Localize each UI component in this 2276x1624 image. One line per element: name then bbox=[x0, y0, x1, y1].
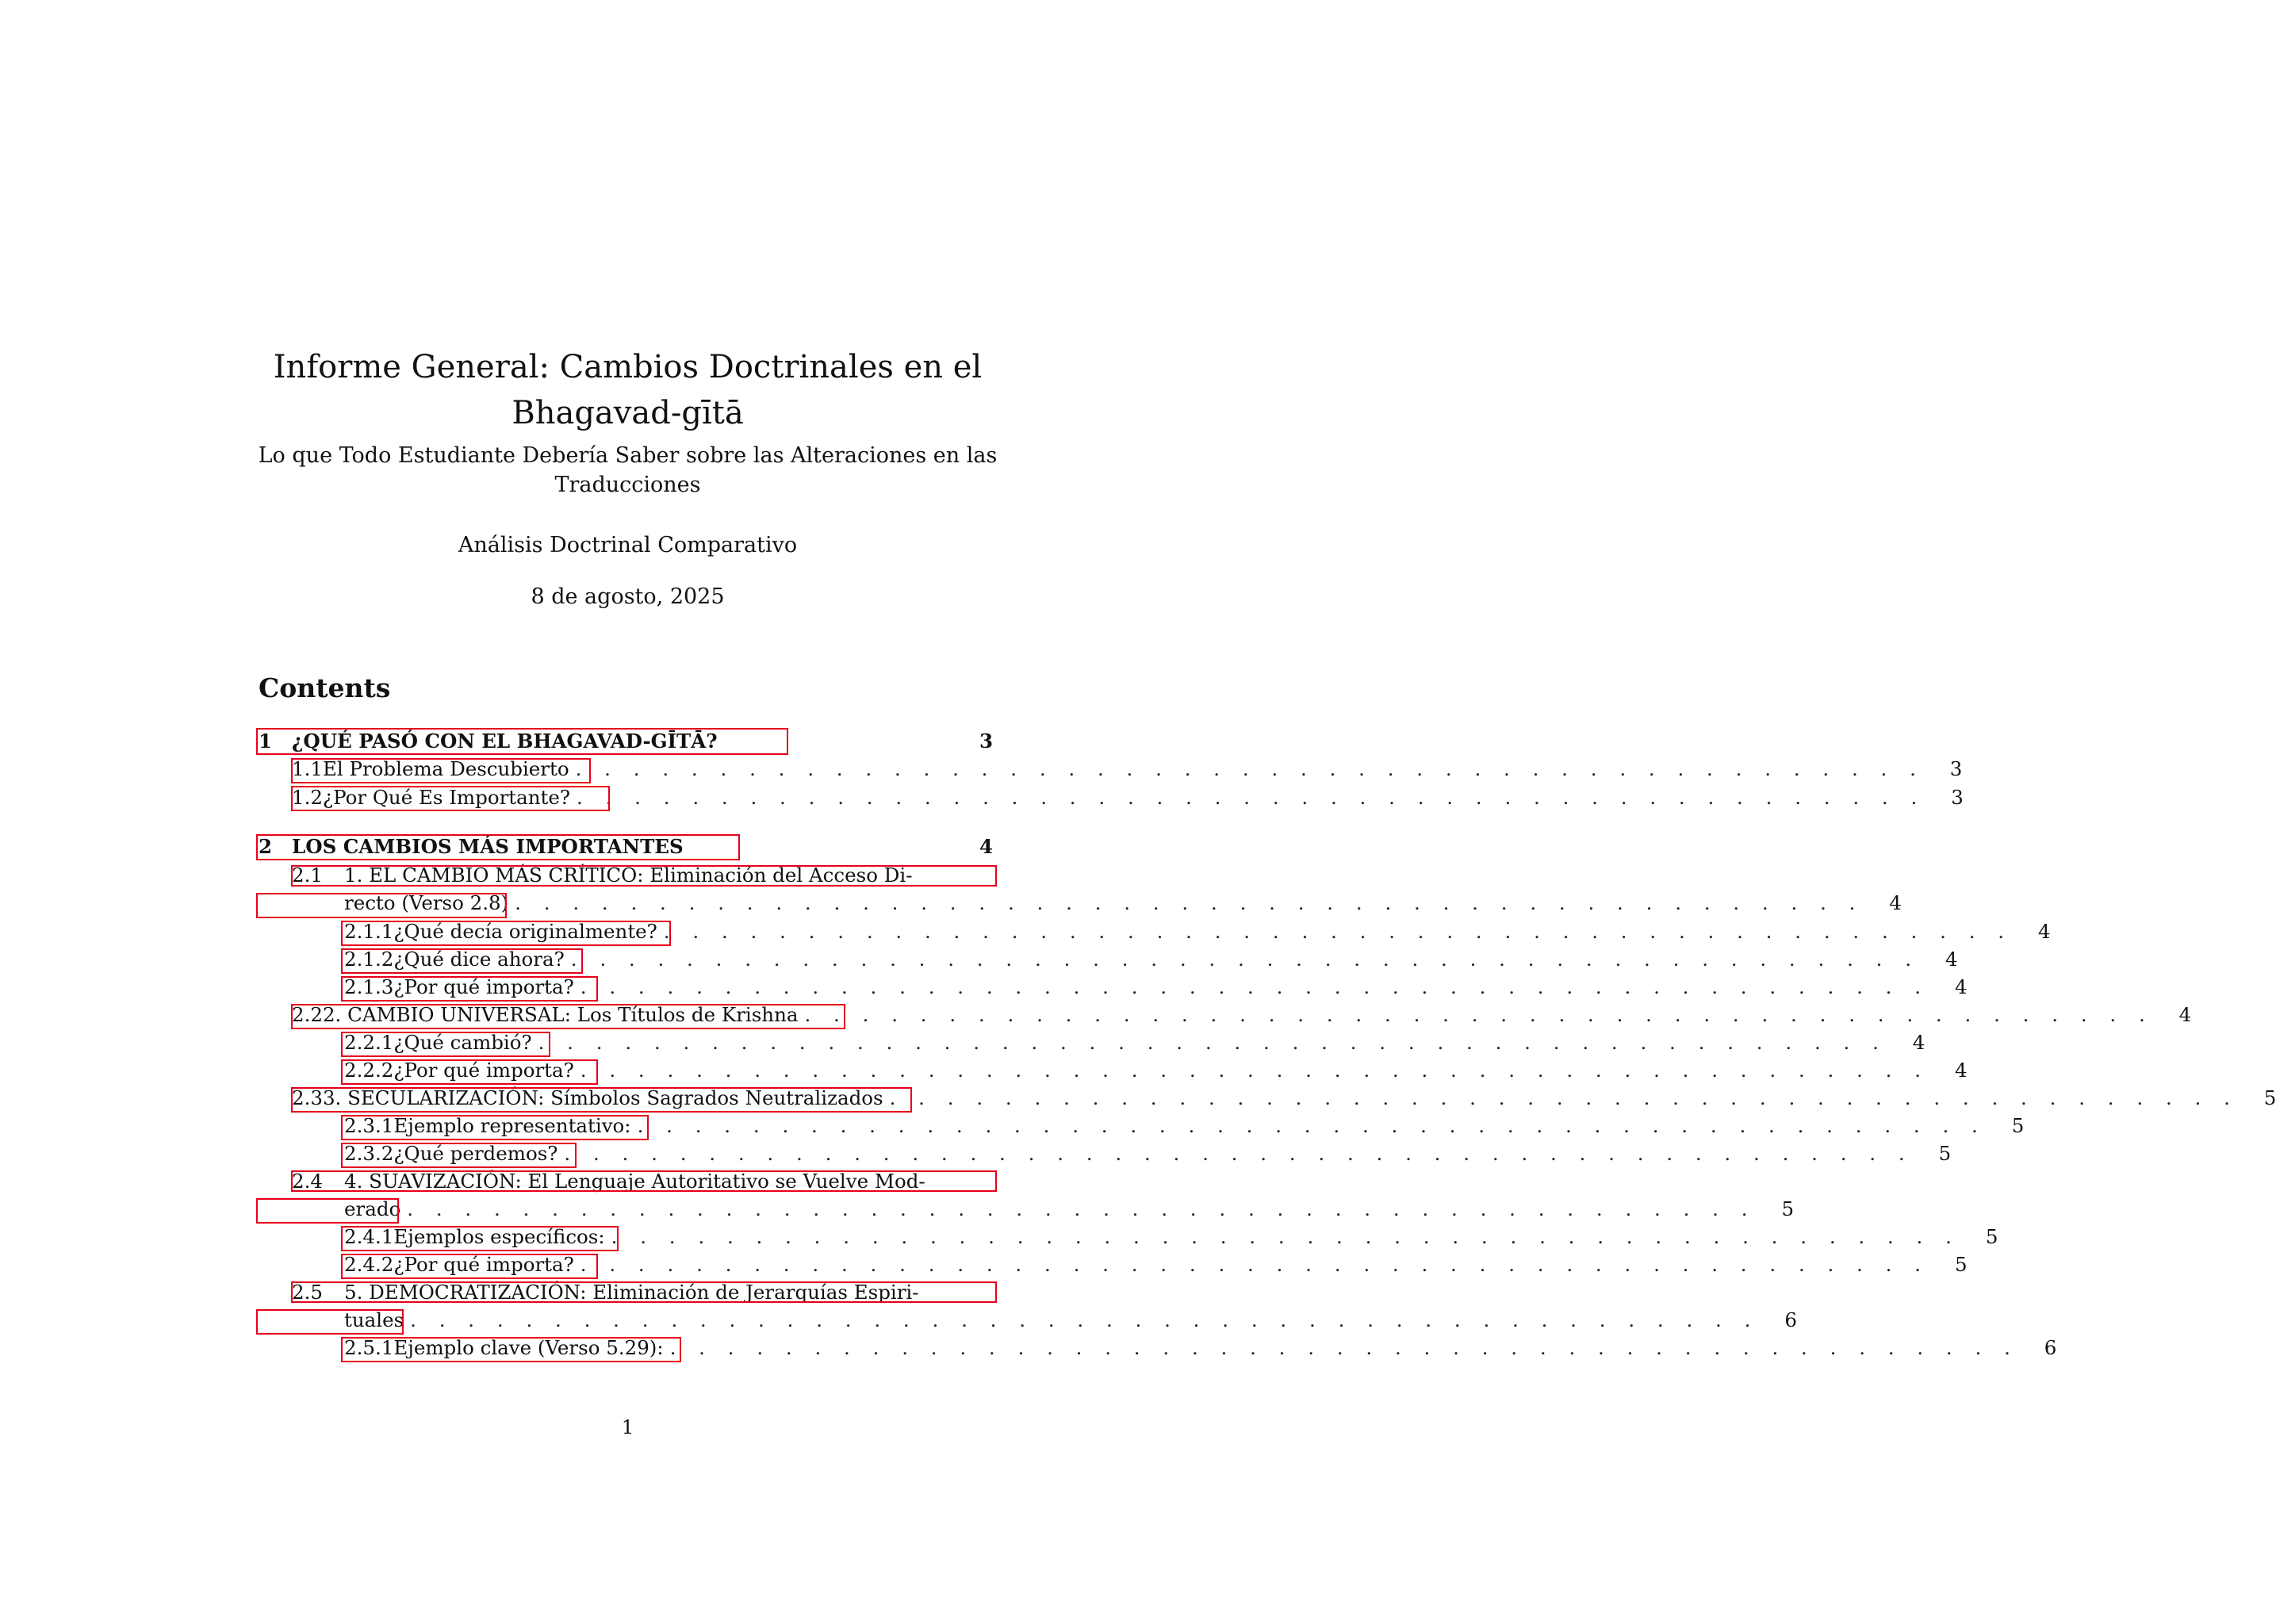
toc-number: 2.2 bbox=[292, 1003, 323, 1026]
toc-entry-2-5-line-2 bbox=[344, 1308, 1797, 1332]
toc-page: 5 bbox=[2263, 1086, 2276, 1109]
toc-page: 4 bbox=[2037, 920, 2051, 943]
toc-dot-leader: . . . . . . . . . . . . . . . . . . . . . . . . . . . . . . . . . . . . . . . . . . . . . . . bbox=[804, 1003, 2154, 1026]
toc-page: 3 bbox=[1949, 757, 1963, 780]
toc-link-2-3-1[interactable] bbox=[341, 1115, 649, 1140]
toc-page: 4 bbox=[1912, 1031, 1925, 1054]
toc-number: 2.3 bbox=[292, 1086, 323, 1109]
toc-link-2-5[interactable] bbox=[291, 1281, 997, 1303]
toc-page: 5 bbox=[1938, 1142, 1952, 1165]
toc-page: 6 bbox=[2044, 1336, 2057, 1359]
toc-link-2-3-2[interactable] bbox=[341, 1143, 577, 1168]
toc-number: 2.5.1 bbox=[344, 1336, 394, 1359]
toc-number: 1.2 bbox=[292, 786, 323, 809]
toc-link-1-2[interactable] bbox=[291, 786, 610, 811]
toc-number: 2.3.2 bbox=[344, 1142, 394, 1165]
toc-dot-leader: . . . . . . . . . . . . . . . . . . . . . . . . . . . . . . . . . . . . . . . . . . . . . . . bbox=[580, 1059, 1929, 1082]
toc-link-2-1-1[interactable] bbox=[341, 921, 671, 946]
contents-heading: Contents bbox=[259, 672, 391, 703]
toc-dot-leader: . . . . . . . . . . . . . . . . . . . . . . . . . . . . . . . . . . . . . . . . . . . . . . . bbox=[580, 975, 1929, 998]
toc-page: 6 bbox=[1784, 1308, 1797, 1331]
toc-label: 1. EL CAMBIO MÁS CRÍTICO: Eliminación del Acceso Di- bbox=[344, 864, 913, 887]
toc-number: 2 bbox=[259, 835, 273, 858]
toc-dot-leader: . . . . . . . . . . . . . . . . . . . . . . . . . . . . . . . . . . . . . . . . . . . . . . . bbox=[637, 1114, 1987, 1137]
toc-number: 2.1.3 bbox=[344, 975, 394, 998]
toc-number: 2.4.1 bbox=[344, 1225, 394, 1248]
toc-number: 1 bbox=[259, 730, 273, 753]
toc-link-1[interactable] bbox=[256, 728, 788, 755]
toc-link-2-1-continued[interactable] bbox=[256, 893, 507, 918]
toc-dot-leader: . . . . . . . . . . . . . . . . . . . . . . . . . . . . . . . . . . . . . . . . . . . . . . . bbox=[570, 948, 1920, 971]
toc-dot-leader: . . . . . . . . . . . . . . . . . . . . . . . . . . . . . . . . . . . . . . . . . . . . . . . bbox=[575, 757, 1925, 780]
title-line-2: Bhagavad-gītā bbox=[512, 395, 744, 431]
toc-label: ¿Qué dice ahora? bbox=[393, 948, 565, 971]
toc-dot-leader: . . . . . . . . . . . . . . . . . . . . . . . . . . . . . . . . . . . . . . . . . . . . . . . bbox=[580, 1253, 1929, 1276]
toc-dot-leader: . . . . . . . . . . . . . . . . . . . . . . . . . . . . . . . . . . . . . . . . . . . . . . . bbox=[515, 891, 1864, 914]
toc-dot-leader: . . . . . . . . . . . . . . . . . . . . . . . . . . . . . . . . . . . . . . . . . . . . . . . bbox=[564, 1142, 1914, 1165]
title-line-1: Informe General: Cambios Doctrinales en el bbox=[273, 349, 983, 385]
toc-number: 2.4.2 bbox=[344, 1253, 394, 1276]
subtitle-line-2: Traducciones bbox=[554, 473, 701, 497]
toc-number: 2.2.2 bbox=[344, 1059, 394, 1082]
toc-label: 2. CAMBIO UNIVERSAL: Los Títulos de Krishna bbox=[322, 1003, 799, 1026]
toc-page: 5 bbox=[1954, 1253, 1968, 1276]
toc-label: ¿Qué cambió? bbox=[393, 1031, 532, 1054]
toc-page: 5 bbox=[2011, 1114, 2025, 1137]
toc-label: ¿Qué decía originalmente? bbox=[393, 920, 657, 943]
toc-page: 5 bbox=[1985, 1225, 1998, 1248]
toc-dot-leader: . . . . . . . . . . . . . . . . . . . . . . . . . . . . . . . . . . . . . . . . . . . . . . . bbox=[410, 1308, 1759, 1331]
toc-link-2-2-1[interactable] bbox=[341, 1032, 550, 1057]
toc-link-2-4-continued[interactable] bbox=[256, 1198, 399, 1224]
toc-link-2-2[interactable] bbox=[291, 1004, 845, 1029]
toc-dot-leader: . . . . . . . . . . . . . . . . . . . . . . . . . . . . . . . . . . . . . . . . . . . . . . . bbox=[538, 1031, 1887, 1054]
toc-link-2-3[interactable] bbox=[291, 1087, 912, 1113]
toc-number: 2.2.1 bbox=[344, 1031, 394, 1054]
toc-label: El Problema Descubierto bbox=[322, 757, 569, 780]
toc-link-2[interactable] bbox=[256, 834, 740, 860]
toc-link-2-4-2[interactable] bbox=[341, 1254, 598, 1279]
toc-page: 5 bbox=[1781, 1197, 1795, 1220]
document-date: 8 de agosto, 2025 bbox=[531, 584, 725, 609]
toc-link-1-1[interactable] bbox=[291, 758, 591, 783]
toc-entry-2-4-line-2 bbox=[344, 1197, 1795, 1221]
toc-dot-leader: . . . . . . . . . . . . . . . . . . . . . . . . . . . . . . . . . . . . . . . . . . . . . . . bbox=[577, 786, 1925, 809]
toc-link-2-1[interactable] bbox=[291, 865, 997, 887]
toc-label: 3. SECULARIZACIÓN: Símbolos Sagrados Neutralizados bbox=[322, 1086, 883, 1109]
toc-link-2-5-1[interactable] bbox=[341, 1337, 681, 1362]
toc-page: 3 bbox=[979, 730, 993, 753]
toc-dot-leader: . . . . . . . . . . . . . . . . . . . . . . . . . . . . . . . . . . . . . . . . . . . . . . . bbox=[611, 1225, 1960, 1248]
toc-number: 2.5 bbox=[292, 1281, 323, 1304]
toc-label: LOS CAMBIOS MÁS IMPORTANTES bbox=[292, 835, 684, 858]
toc-page: 4 bbox=[1954, 975, 1968, 998]
toc-dot-leader: . . . . . . . . . . . . . . . . . . . . . . . . . . . . . . . . . . . . . . . . . . . . . . . bbox=[889, 1086, 2239, 1109]
toc-label: Ejemplos específicos: bbox=[393, 1225, 605, 1248]
toc-page: 4 bbox=[979, 835, 993, 858]
toc-label: ¿Qué perdemos? bbox=[393, 1142, 558, 1165]
toc-label: ¿QUÉ PASÓ CON EL BHAGAVAD-GĪTĀ? bbox=[292, 730, 718, 753]
toc-link-2-4[interactable] bbox=[291, 1170, 997, 1192]
toc-label-continued: tuales bbox=[344, 1308, 404, 1331]
toc-link-2-4-1[interactable] bbox=[341, 1226, 619, 1251]
toc-label: ¿Por Qué Es Importante? bbox=[322, 786, 571, 809]
toc-link-2-1-3[interactable] bbox=[341, 976, 598, 1002]
toc-number: 2.1.1 bbox=[344, 920, 394, 943]
toc-label: ¿Por qué importa? bbox=[393, 1253, 574, 1276]
toc-label: Ejemplo clave (Verso 5.29): bbox=[393, 1336, 664, 1359]
toc-number: 2.1.2 bbox=[344, 948, 394, 971]
subtitle-line-1: Lo que Todo Estudiante Debería Saber sobre las Alteraciones en las bbox=[258, 443, 998, 468]
toc-link-2-5-continued[interactable] bbox=[256, 1309, 404, 1335]
toc-label: 4. SUAVIZACIÓN: El Lenguaje Autoritativo se Vuelve Mod- bbox=[344, 1170, 925, 1193]
toc-dot-leader: . . . . . . . . . . . . . . . . . . . . . . . . . . . . . . . . . . . . . . . . . . . . . . . bbox=[669, 1336, 2019, 1359]
toc-dot-leader: . . . . . . . . . . . . . . . . . . . . . . . . . . . . . . . . . . . . . . . . . . . . . . . bbox=[407, 1197, 1757, 1220]
toc-page: 3 bbox=[1951, 786, 1964, 809]
toc-number: 1.1 bbox=[292, 757, 323, 780]
toc-label: 5. DEMOCRATIZACIÓN: Eliminación de Jerarquías Espiri- bbox=[344, 1281, 919, 1304]
page-number: 1 bbox=[621, 1415, 634, 1438]
toc-number: 2.3.1 bbox=[344, 1114, 394, 1137]
toc-page: 4 bbox=[1889, 891, 1902, 914]
toc-link-2-1-2[interactable] bbox=[341, 948, 583, 974]
toc-page: 4 bbox=[1954, 1059, 1968, 1082]
toc-label: Ejemplo representativo: bbox=[393, 1114, 631, 1137]
toc-link-2-2-2[interactable] bbox=[341, 1059, 598, 1085]
toc-label: ¿Por qué importa? bbox=[393, 1059, 574, 1082]
toc-label: ¿Por qué importa? bbox=[393, 975, 574, 998]
toc-page: 4 bbox=[1945, 948, 1958, 971]
toc-page: 4 bbox=[2178, 1003, 2192, 1026]
document-author: Análisis Doctrinal Comparativo bbox=[458, 533, 798, 557]
toc-label-continued: erado bbox=[344, 1197, 401, 1220]
toc-number: 2.1 bbox=[292, 864, 323, 887]
toc-number: 2.4 bbox=[292, 1170, 323, 1193]
toc-dot-leader: . . . . . . . . . . . . . . . . . . . . . . . . . . . . . . . . . . . . . . . . . . . . . . . bbox=[663, 920, 2013, 943]
toc-label-continued: recto (Verso 2.8) bbox=[344, 891, 509, 914]
